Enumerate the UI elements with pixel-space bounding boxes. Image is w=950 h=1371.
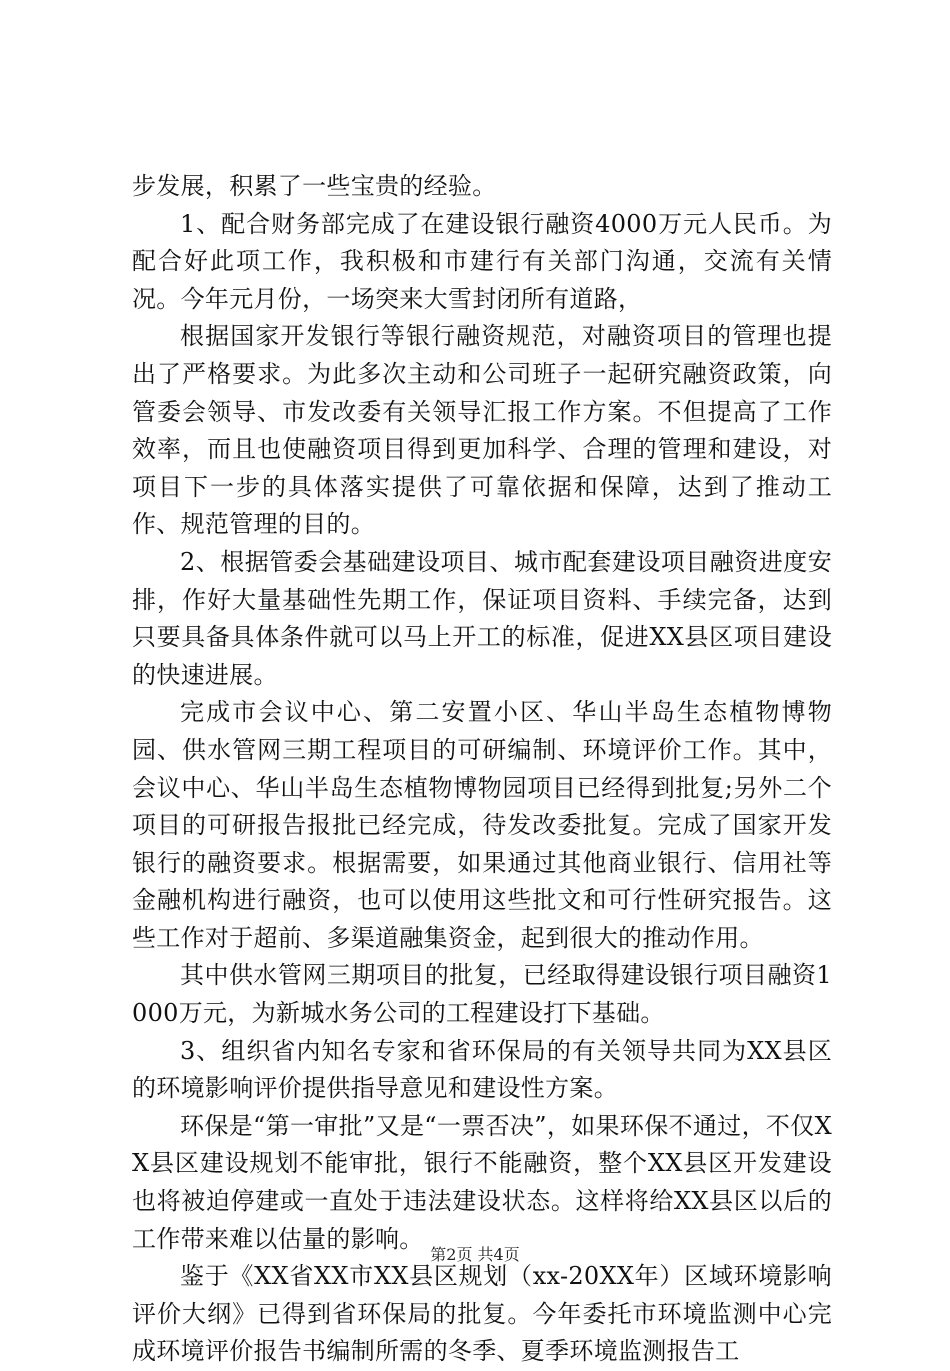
paragraph-2: 1、配合财务部完成了在建设银行融资4000万元人民币。为配合好此项工作，我积极和市建行有关部门沟通，交流有关情况。今年元月份，一场突来大雪封闭所有道路，	[132, 209, 832, 313]
paragraph-4: 2、根据管委会基础建设项目、城市配套建设项目融资进度安排，作好大量基础性先期工作，保证项目资料、手续完备，达到只要具备具体条件就可以马上开工的标准，促进XX县区项目建设的快速进展。	[132, 547, 832, 689]
paragraph-5: 完成市会议中心、第二安置小区、华山半岛生态植物博物园、供水管网三期工程项目的可研编制、环境评价工作。其中，会议中心、华山半岛生态植物博物园项目已经得到批复;另外二个项目的可研报告报批已经完成，待发改委批复。完成了国家开发银行的融资要求。根据需要，如果通过其他商业银行、信用社等金融机构进行融资，也可以使用这些批文和可行性研究报告。这些工作对于超前、多渠道融集资金，起到很大的推动作用。	[132, 698, 832, 952]
paragraph-8: 环保是“第一审批”又是“一票否决”，如果环保不通过，不仅XX县区建设规划不能审批，银行不能融资，整个XX县区开发建设也将被迫停建或一直处于违法建设状态。这样将给XX县区以后的工作带来难以估量的影响。	[132, 1111, 832, 1253]
paragraph-7: 3、组织省内知名专家和省环保局的有关领导共同为XX县区的环境影响评价提供指导意见和建设性方案。	[132, 1036, 832, 1103]
paragraph-1: 步发展，积累了一些宝贵的经验。	[132, 172, 497, 200]
paragraph-3: 根据国家开发银行等银行融资规范，对融资项目的管理也提出了严格要求。为此多次主动和公司班子一起研究融资政策，向管委会领导、市发改委有关领导汇报工作方案。不但提高了工作效率，而且也使融资项目得到更加科学、合理的管理和建设，对项目下一步的具体落实提供了可靠依据和保障，达到了推动工作、规范管理的目的。	[132, 322, 832, 539]
paragraph-9: 鉴于《XX省XX市XX县区规划（xx-20XX年）区域环境影响评价大纲》已得到省环保局的批复。今年委托市环境监测中心完成环境评价报告书编制所需的冬季、夏季环境监测报告工	[132, 1262, 832, 1366]
page-number-footer: 第2页 共4页	[430, 1245, 520, 1264]
document-body	[132, 168, 832, 1371]
paragraph-6: 其中供水管网三期项目的批复，已经取得建设银行项目融资1000万元，为新城水务公司的工程建设打下基础。	[132, 961, 832, 1028]
